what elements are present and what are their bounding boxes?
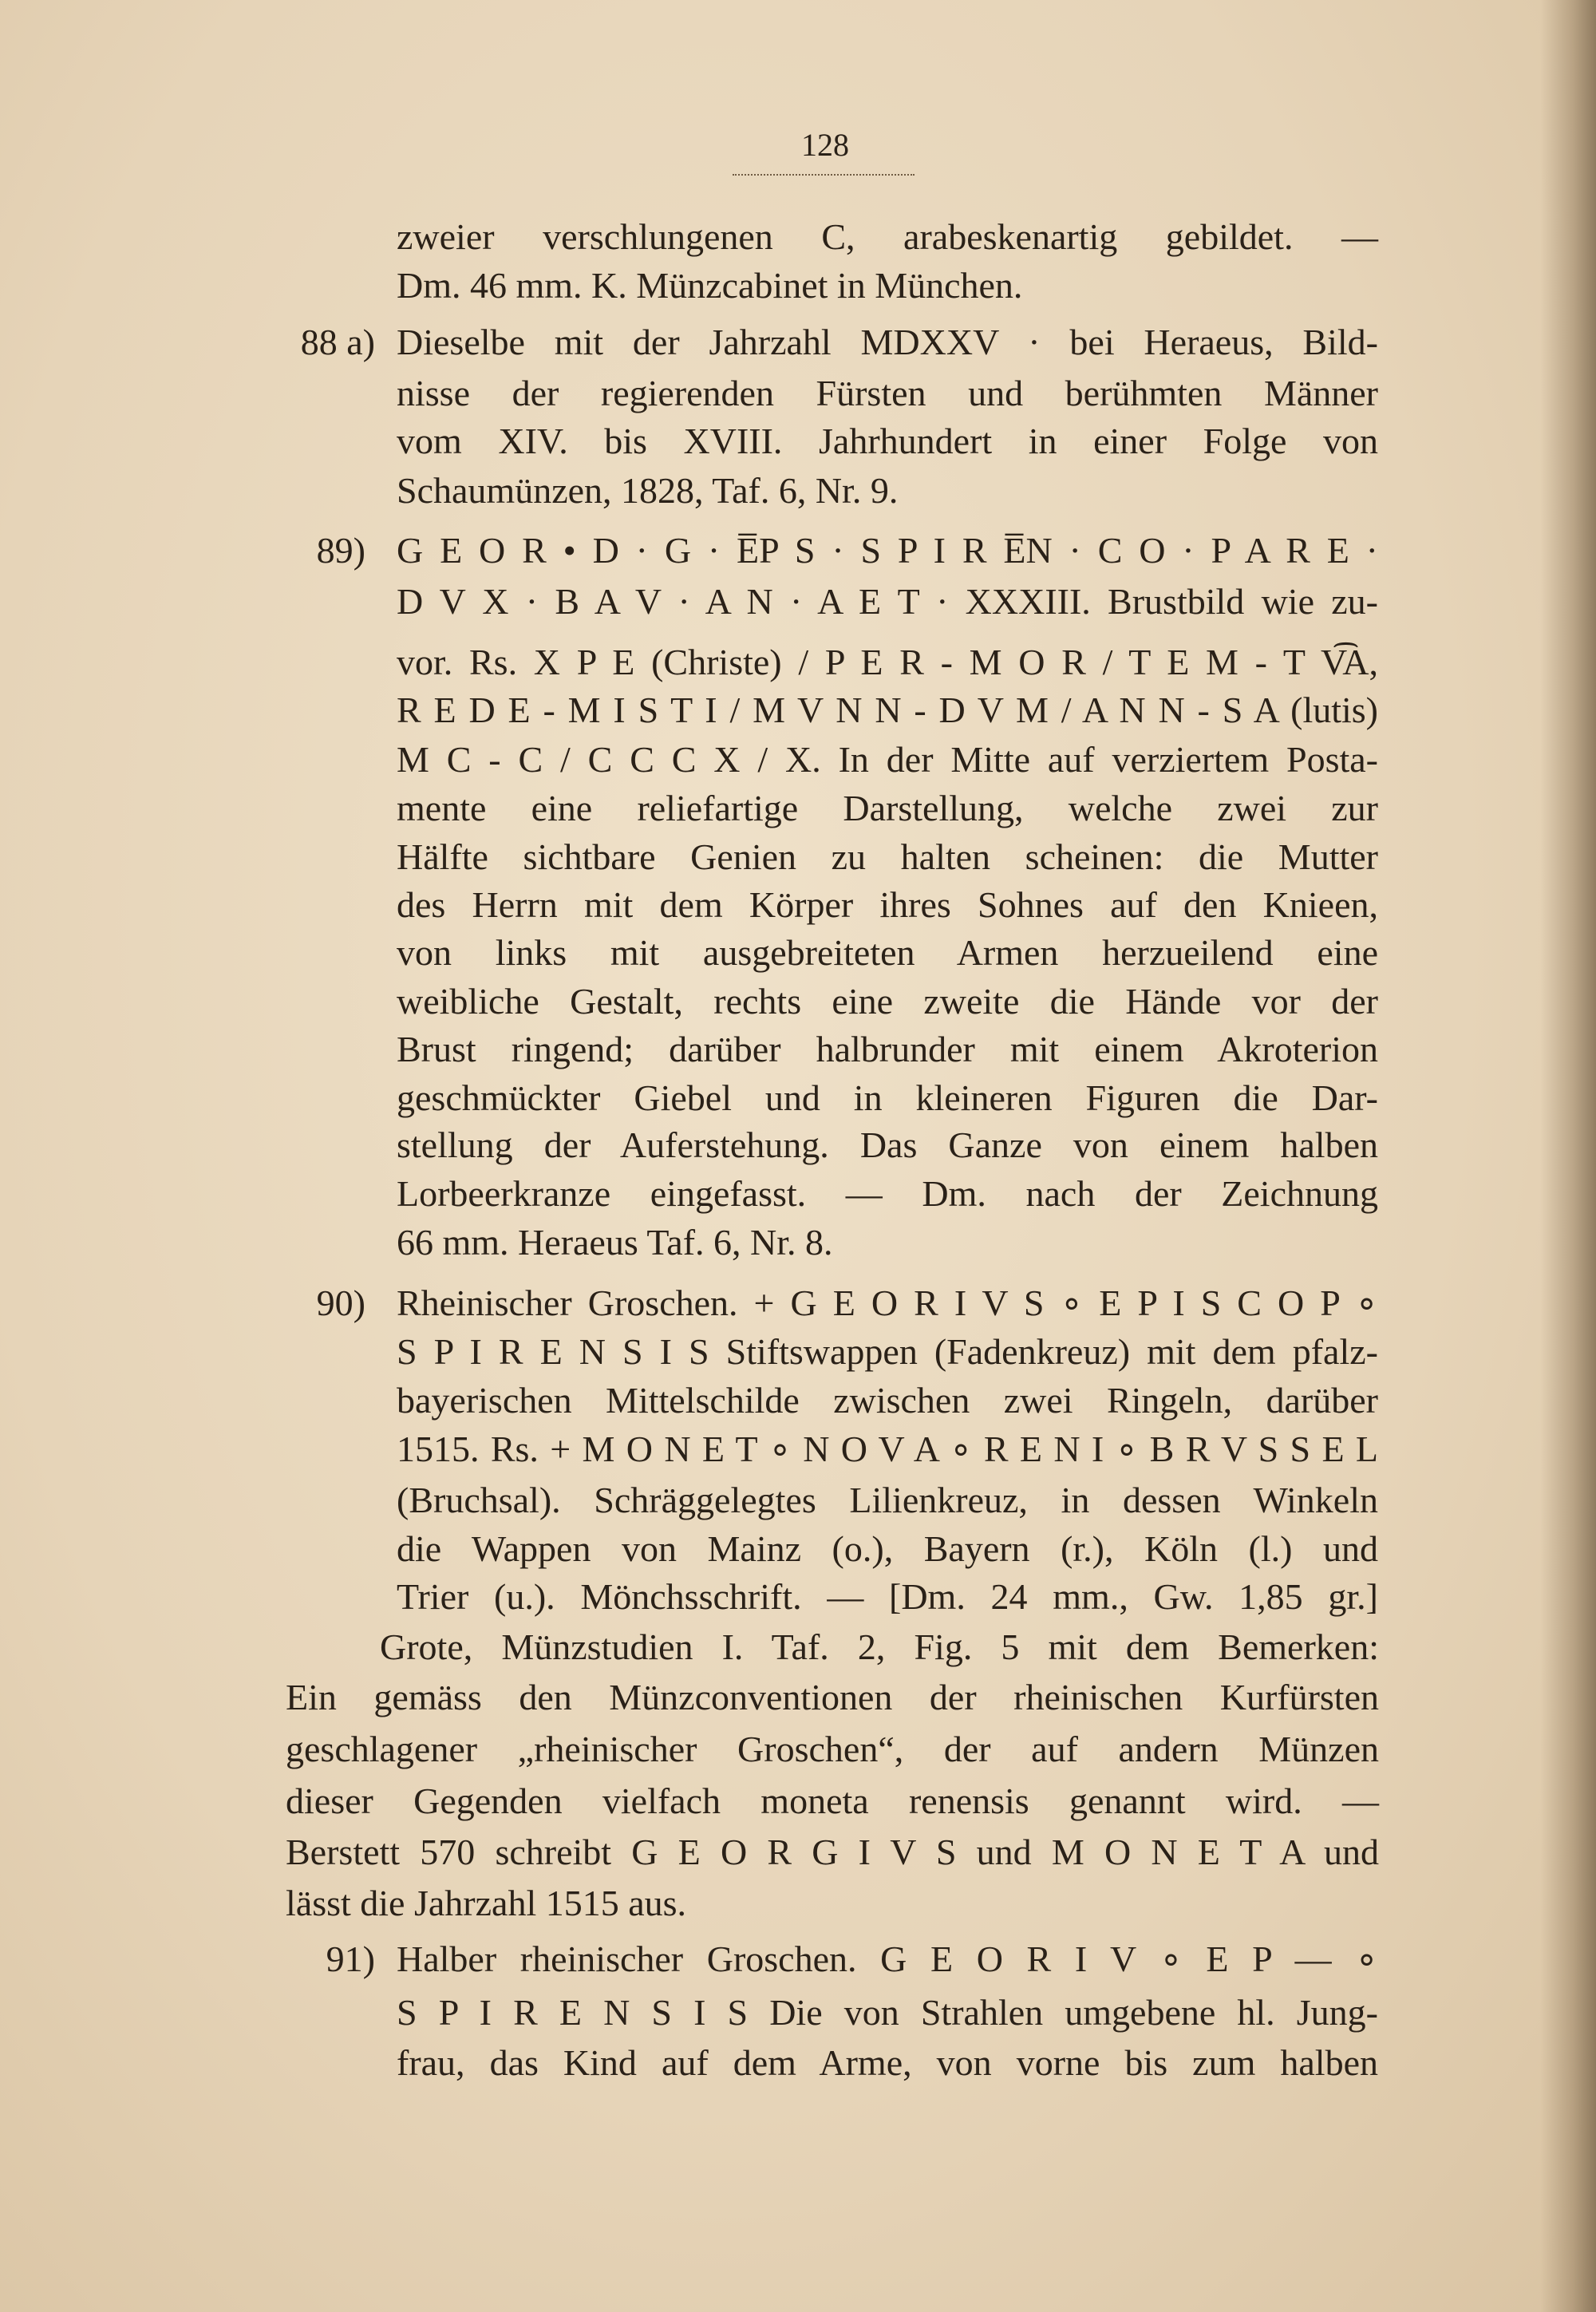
entry-number: 91) [326,1939,375,1979]
page-edge-shadow [1540,0,1596,2312]
page-number: 128 [801,127,849,163]
text-line: G E O R • D · G · E̅P S · S P I R E̅N · C O · P A R E · [397,530,1378,571]
text-line: Halber rheinischer Groschen. G E O R I V ∘ E P — ∘ [397,1939,1378,1979]
text-line: (Bruchsal). Schräggelegtes Lilienkreuz, in dessen Winkeln [397,1480,1378,1520]
text-line: Dieselbe mit der Jahrzahl MDXXV · bei Heraeus, Bild- [397,322,1378,362]
text-line: R E D E - M I S T I / M V N N - D V M / A N N - S A (lutis) [397,690,1378,730]
text-line: die Wappen von Mainz (o.), Bayern (r.), Köln (l.) und [397,1528,1378,1569]
text-line: geschlagener „rheinischer Groschen“, der auf andern Münzen [286,1729,1379,1769]
text-line: 1515. Rs. + M O N E T ∘ N O V A ∘ R E N I ∘ B R V S S E L [397,1429,1378,1469]
text-line: Trier (u.). Mönchsschrift. — [Dm. 24 mm., Gw. 1,85 gr.] [397,1576,1378,1617]
entry-number: 90) [316,1282,365,1323]
text-line: S P I R E N S I S Die von Strahlen umgebene hl. Jung- [397,1992,1378,2033]
text-line: vor. Rs. X P E (Christe) / P E R - M O R / T E M - T V͡A, [397,642,1378,682]
text-line: des Herrn mit dem Körper ihres Sohnes auf den Knieen, [397,884,1378,925]
text-line: S P I R E N S I S Stiftswappen (Fadenkreuz) mit dem pfalz- [397,1331,1378,1372]
text-line: Schaumünzen, 1828, Taf. 6, Nr. 9. [397,470,899,511]
text-line: D V X · B A V · A N · A E T · XXXIII. Brustbild wie zu- [397,581,1378,622]
text-line: Hälfte sichtbare Genien zu halten scheinen: die Mutter [397,836,1378,877]
text-line: Grote, Münzstudien I. Taf. 2, Fig. 5 mit dem Bemerken: [380,1626,1379,1667]
text-line: nisse der regierenden Fürsten und berühmten Männer [397,373,1378,413]
text-line: M C - C / C C C X / X. In der Mitte auf verziertem Posta- [397,739,1378,780]
text-line: Lorbeerkranze eingefasst. — Dm. nach der Zeichnung [397,1173,1378,1214]
text-line: frau, das Kind auf dem Arme, von vorne bis zum halben [397,2042,1378,2083]
text-line: Berstett 570 schreibt G E O R G I V S und M O N E T A und [286,1832,1379,1872]
entry-number: 89) [316,530,365,571]
text-line: 66 mm. Heraeus Taf. 6, Nr. 8. [397,1222,833,1263]
text-line: Ein gemäss den Münzconventionen der rheinischen Kurfürsten [286,1677,1379,1717]
text-line: weibliche Gestalt, rechts eine zweite die Hände vor der [397,981,1378,1022]
text-line: Dm. 46 mm. K. Münzcabinet in München. [397,265,1023,306]
entry-number: 88 a) [300,322,375,362]
text-line: geschmückter Giebel und in kleineren Figuren die Dar- [397,1077,1378,1118]
text-line: Brust ringend; darüber halbrunder mit einem Akroterion [397,1029,1378,1069]
text-line: mente eine reliefartige Darstellung, welche zwei zur [397,788,1378,828]
text-line: von links mit ausgebreiteten Armen herzueilend eine [397,932,1378,973]
text-line: dieser Gegenden vielfach moneta renensis genannt wird. — [286,1780,1379,1821]
text-line: zweier verschlungenen C, arabeskenartig gebildet. — [397,216,1378,257]
page-number-rule [733,169,915,176]
text-line: lässt die Jahrzahl 1515 aus. [286,1883,687,1923]
text-line: stellung der Auferstehung. Das Ganze von einem halben [397,1124,1378,1165]
text-line: Rheinischer Groschen. + G E O R I V S ∘ E P I S C O P ∘ [397,1282,1378,1323]
text-line: bayerischen Mittelschilde zwischen zwei Ringeln, darüber [397,1380,1378,1421]
text-line: vom XIV. bis XVIII. Jahrhundert in einer Folge von [397,421,1378,461]
